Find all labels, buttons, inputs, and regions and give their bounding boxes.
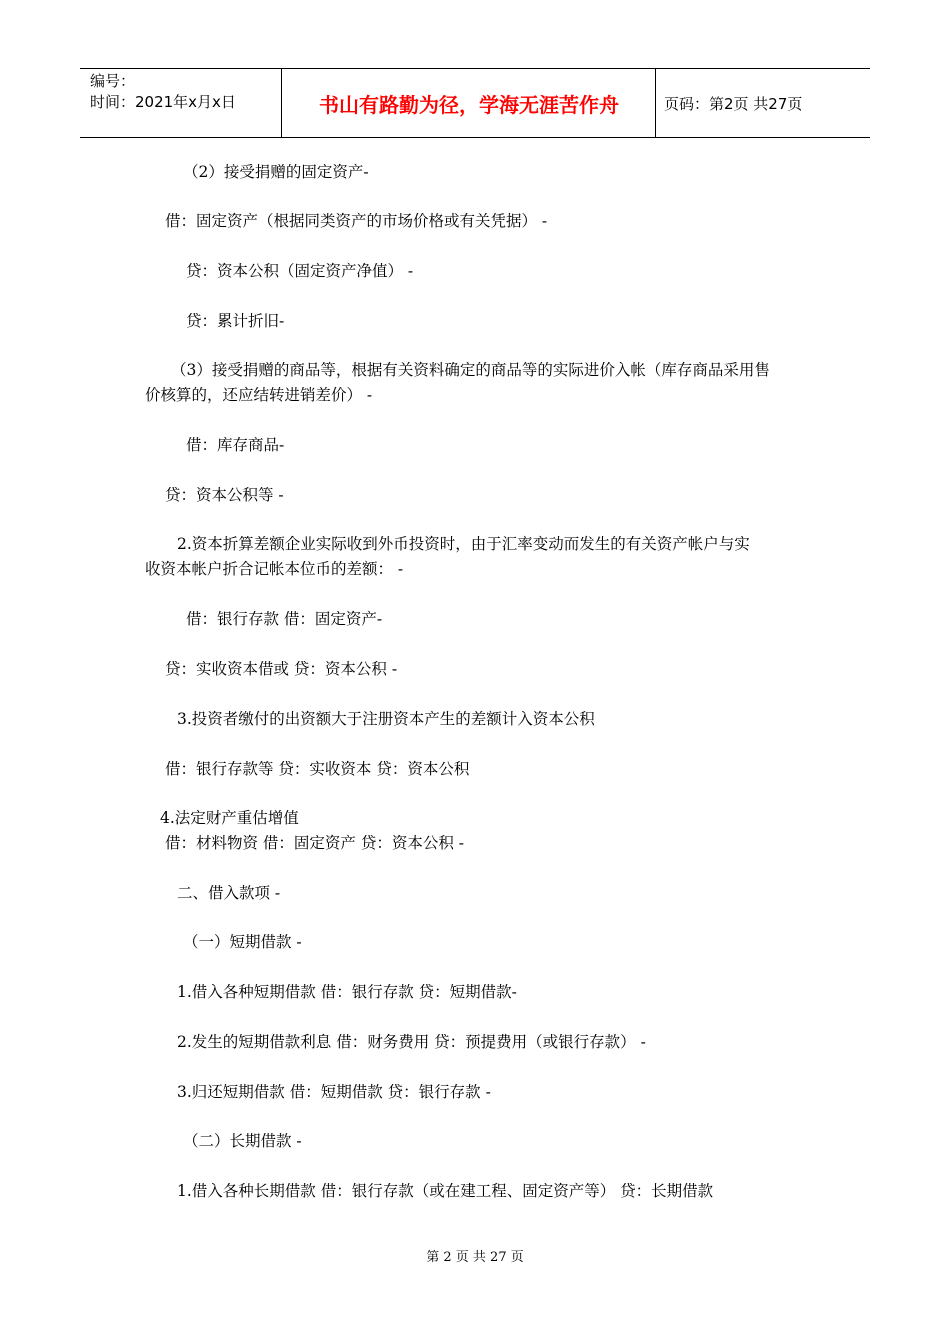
- text-line: （二）长期借款 -: [183, 1132, 302, 1150]
- text-line: （一）短期借款 -: [183, 933, 302, 951]
- text-line: 借：银行存款等 贷：实收资本 贷：资本公积: [165, 760, 470, 778]
- text-line: 贷：资本公积（固定资产净值） -: [186, 262, 414, 280]
- text-line: 借：库存商品-: [186, 436, 285, 454]
- text-line: 贷：累计折旧-: [186, 312, 285, 330]
- text-line: （2）接受捐赠的固定资产-: [183, 163, 369, 181]
- text-line: 3.归还短期借款 借：短期借款 贷：银行存款 -: [177, 1083, 491, 1101]
- text-line: 2.资本折算差额企业实际收到外币投资时，由于汇率变动而发生的有关资产帐户与实: [177, 535, 750, 553]
- text-line: 收资本帐户折合记帐本位币的差额： -: [145, 560, 404, 578]
- header-page-label: 页码：第2页 共27页: [664, 94, 803, 113]
- text-line: 2.发生的短期借款利息 借：财务费用 贷：预提费用（或银行存款） -: [177, 1033, 646, 1051]
- document-time-label: 时间：2021年x月x日: [90, 93, 236, 111]
- text-line: 3.投资者缴付的出资额大于注册资本产生的差额计入资本公积: [177, 710, 595, 728]
- document-header: [80, 68, 870, 138]
- text-line: 1.借入各种长期借款 借：银行存款（或在建工程、固定资产等） 贷：长期借款: [177, 1182, 714, 1200]
- header-motto: 书山有路勤为径，学海无涯苦作舟: [319, 92, 619, 117]
- text-line: 二、借入款项 -: [177, 884, 281, 902]
- text-line: 借：材料物资 借：固定资产 贷：资本公积 -: [165, 834, 465, 852]
- text-line: 4.法定财产重估增值: [160, 809, 299, 827]
- text-line: 借：固定资产（根据同类资产的市场价格或有关凭据） -: [165, 212, 548, 230]
- text-line: 贷：实收资本借或 贷：资本公积 -: [165, 660, 398, 678]
- header-meta: [90, 71, 236, 113]
- text-line: （3）接受捐赠的商品等，根据有关资料确定的商品等的实际进价入帐（库存商品采用售: [171, 361, 770, 379]
- text-line: 贷：资本公积等 -: [165, 486, 284, 504]
- text-line: 价核算的，还应结转进销差价） -: [145, 386, 373, 404]
- document-number-label: 编号：: [90, 72, 136, 90]
- text-line: 借：银行存款 借：固定资产-: [186, 610, 383, 628]
- page-footer: 第 2 页 共 27 页: [426, 1250, 524, 1265]
- text-line: 1.借入各种短期借款 借：银行存款 贷：短期借款-: [177, 983, 517, 1001]
